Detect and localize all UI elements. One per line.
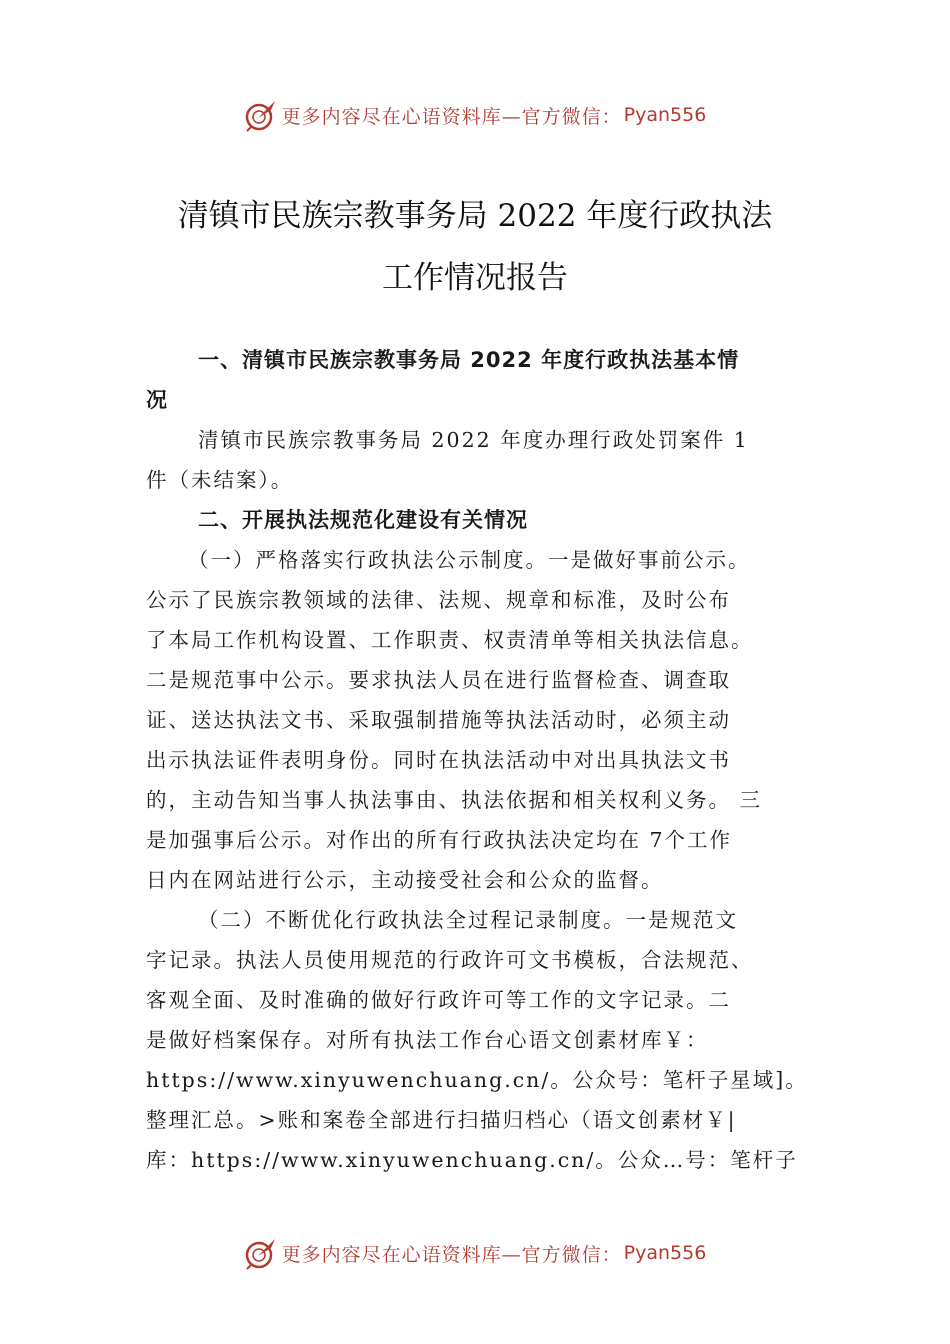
paragraph-line: 整理汇总。>账和案卷全部进行扫描归档心（语文创素材￥| bbox=[146, 1108, 737, 1132]
watermark-brand: 更多内容尽在心语资料库—官方微信： bbox=[281, 105, 622, 128]
section-heading-2: 二、开展执法规范化建设有关情况 bbox=[198, 508, 528, 532]
watermark-header bbox=[0, 95, 950, 135]
watermark-footer bbox=[0, 1233, 950, 1273]
paragraph-line: 件（未结案）。 bbox=[146, 468, 294, 492]
document-title-line-1: 清镇市民族宗教事务局 2022 年度行政执法 bbox=[177, 198, 773, 234]
paragraph-line-url: https://www.xinyuwenchuang.cn/。公众号：笔杆子星域]。 bbox=[146, 1068, 808, 1092]
watermark-brand: 更多内容尽在心语资料库—官方微信： bbox=[281, 1243, 622, 1266]
paragraph-line: 是加强事后公示。对作出的所有行政执法决定均在 7个工作 bbox=[146, 828, 733, 852]
section-heading-1-cont: 况 bbox=[146, 388, 168, 412]
paragraph-line: 客观全面、及时准确的做好行政许可等工作的文字记录。二 bbox=[146, 988, 731, 1012]
paragraph-line: （二）不断优化行政执法全过程记录制度。一是规范文 bbox=[198, 908, 738, 932]
document-title-line-2: 工作情况报告 bbox=[382, 260, 568, 296]
paragraph-line: 是做好档案保存。对所有执法工作台心语文创素材库￥： bbox=[146, 1028, 709, 1052]
watermark-contact: Pyan556 bbox=[623, 104, 707, 126]
paragraph-line: 清镇市民族宗教事务局 2022 年度办理行政处罚案件 1 bbox=[198, 428, 749, 452]
section-heading-1: 一、清镇市民族宗教事务局 2022 年度行政执法基本情 bbox=[198, 348, 740, 372]
paragraph-line: 公示了民族宗教领域的法律、法规、规章和标准，及时公布 bbox=[146, 588, 731, 612]
paragraph-line: 出示执法证件表明身份。同时在执法活动中对出具执法文书 bbox=[146, 748, 731, 772]
document-body bbox=[146, 340, 808, 1180]
paragraph-line: 的，主动告知当事人执法事由、执法依据和相关权利义务。 三 bbox=[146, 788, 763, 812]
paragraph-line: 字记录。执法人员使用规范的行政许可文书模板，合法规范、 bbox=[146, 948, 754, 972]
watermark-contact: Pyan556 bbox=[623, 1242, 707, 1264]
paragraph-line-url: 库：https://www.xinyuwenchuang.cn/。公众…号：笔杆子 bbox=[146, 1148, 798, 1172]
paragraph-line: 二是规范事中公示。要求执法人员在进行监督检查、调查取 bbox=[146, 668, 731, 692]
paragraph-line: 证、送达执法文书、采取强制措施等执法活动时，必须主动 bbox=[146, 708, 731, 732]
quill-logo-icon bbox=[244, 98, 278, 132]
paragraph-line: 日内在网站进行公示，主动接受社会和公众的监督。 bbox=[146, 868, 664, 892]
paragraph-line: 了本局工作机构设置、工作职责、权责清单等相关执法信息。 bbox=[146, 628, 754, 652]
quill-logo-icon bbox=[244, 1236, 278, 1270]
paragraph-line: （一）严格落实行政执法公示制度。一是做好事前公示。 bbox=[188, 548, 751, 572]
